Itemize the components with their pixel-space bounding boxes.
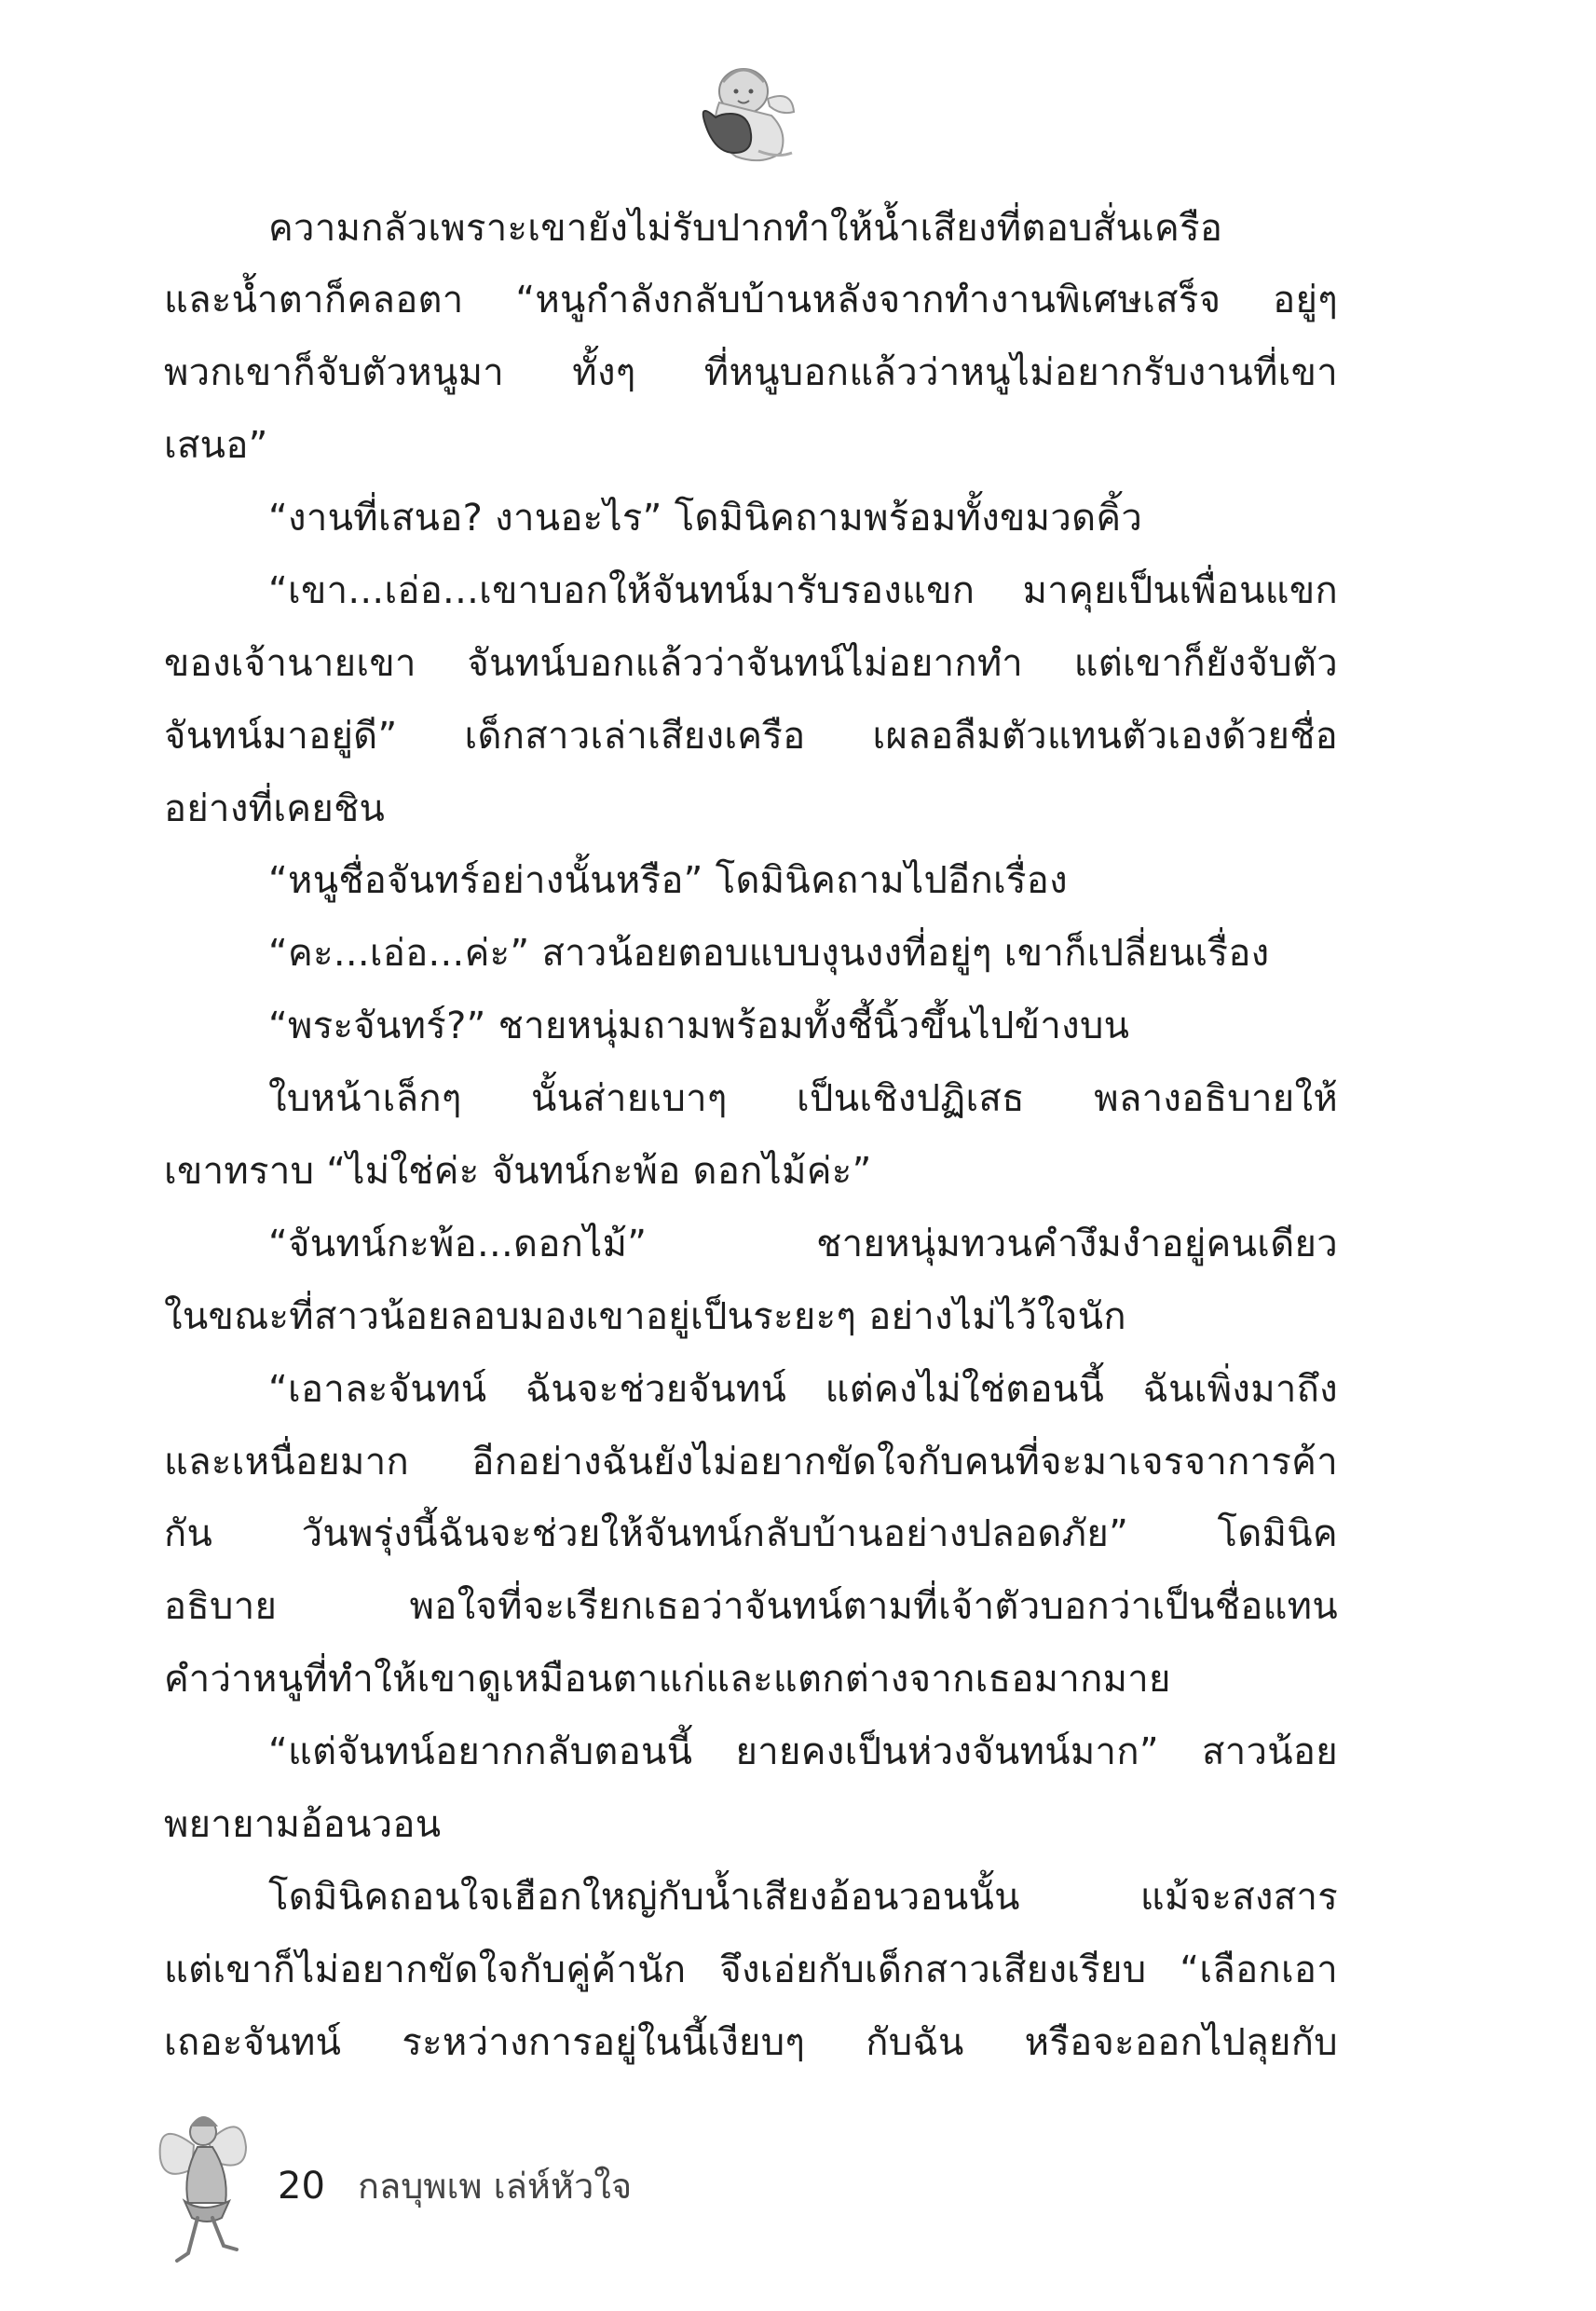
text-line: เขาทราบ “ไม่ใช่ค่ะ จันทน์กะพ้อ ดอกไม้ค่ะ” [164, 1150, 872, 1193]
book-title: กลบุพเพ เล่ห์หัวใจ [358, 2166, 633, 2207]
text-line: คำว่าหนูที่ทำให้เขาดูเหมือนตาแก่และแตกต่างจากเธอมากมาย [164, 1658, 1171, 1701]
text-line: “เขา...เอ่อ...เขาบอกให้จันทน์มารับรองแขก มาคุยเป็นเพื่อนแขก [268, 569, 1338, 612]
text-line: จันทน์มาอยู่ดี” เด็กสาวเล่าเสียงเครือ เผลอลืมตัวแทนตัวเองด้วยชื่อ [164, 715, 1338, 758]
text-line: ของเจ้านายเขา จันทน์บอกแล้วว่าจันทน์ไม่อยากทำ แต่เขาก็ยังจับตัว [164, 642, 1338, 685]
fairy-icon [157, 2108, 255, 2268]
text-line: และน้ำตาก็คลอตา “หนูกำลังกลับบ้านหลังจากทำงานพิเศษเสร็จ อยู่ๆ [164, 279, 1338, 321]
text-line: “จันทน์กะพ้อ...ดอกไม้” ชายหนุ่มทวนคำงึมงำอยู่คนเดียว [268, 1223, 1338, 1265]
text-line: และเหนื่อยมาก อีกอย่างฉันยังไม่อยากขัดใจกับคนที่จะมาเจรจาการค้า [164, 1441, 1338, 1484]
text-line: แต่เขาก็ไม่อยากขัดใจกับคู่ค้านัก จึงเอ่ยกับเด็กสาวเสียงเรียบ “เลือกเอา [164, 1949, 1338, 1991]
text-line: พวกเขาก็จับตัวหนูมา ทั้งๆ ที่หนูบอกแล้วว่าหนูไม่อยากรับงานที่เขา [164, 351, 1338, 394]
text-line: “หนูชื่อจันทร์อย่างนั้นหรือ” โดมินิคถามไปอีกเรื่อง [268, 859, 1068, 902]
text-line: อย่างที่เคยชิน [164, 787, 386, 830]
text-line: เถอะจันทน์ ระหว่างการอยู่ในนี้เงียบๆ กับฉัน หรือจะออกไปลุยกับ [164, 2021, 1338, 2064]
text-line: “งานที่เสนอ? งานอะไร” โดมินิคถามพร้อมทั้งขมวดคิ้ว [268, 497, 1143, 540]
text-line: โดมินิคถอนใจเฮือกใหญ่กับน้ำเสียงอ้อนวอนนั้น แม้จะสงสาร [268, 1876, 1338, 1919]
text-line: ในขณะที่สาวน้อยลอบมองเขาอยู่เป็นระยะๆ อย่างไม่ไว้ใจนัก [164, 1295, 1126, 1338]
page-number: 20 [278, 2165, 325, 2208]
text-line: อธิบาย พอใจที่จะเรียกเธอว่าจันทน์ตามที่เจ้าตัวบอกว่าเป็นชื่อแทน [164, 1585, 1338, 1628]
text-line: เสนอ” [164, 424, 268, 467]
text-line: ใบหน้าเล็กๆ นั้นส่ายเบาๆ เป็นเชิงปฏิเสธ พลางอธิบายให้ [268, 1077, 1338, 1120]
text-line: ความกลัวเพราะเขายังไม่รับปากทำให้น้ำเสียงที่ตอบสั่นเครือ [268, 207, 1223, 250]
text-line: “คะ...เอ่อ...ค่ะ” สาวน้อยตอบแบบงุนงงที่อยู่ๆ เขาก็เปลี่ยนเรื่อง [268, 932, 1270, 975]
text-line: กัน วันพรุ่งนี้ฉันจะช่วยให้จันทน์กลับบ้านอย่างปลอดภัย” โดมินิค [164, 1512, 1338, 1555]
text-line: พยายามอ้อนวอน [164, 1803, 442, 1846]
text-line: “เอาละจันทน์ ฉันจะช่วยจันทน์ แต่คงไม่ใช่ตอนนี้ ฉันเพิ่งมาถึง [268, 1368, 1338, 1411]
text-line: “พระจันทร์?” ชายหนุ่มถามพร้อมทั้งชี้นิ้วขึ้นไปข้างบน [268, 1005, 1130, 1047]
text-line: “แต่จันทน์อยากกลับตอนนี้ ยายคงเป็นห่วงจันทน์มาก” สาวน้อย [268, 1730, 1338, 1773]
